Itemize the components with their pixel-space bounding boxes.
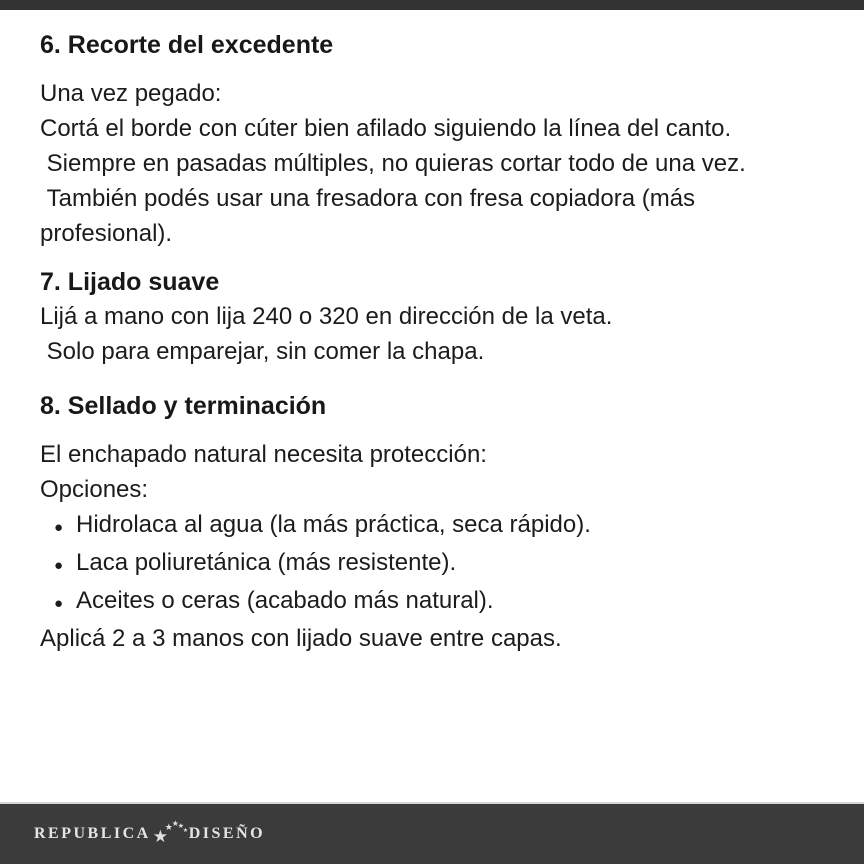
footer-bar [0, 802, 864, 864]
list-item-text: Laca poliuretánica (más resistente). [76, 549, 457, 576]
text-line: Siempre en pasadas múltiples, no quieras cortar todo de una vez. [40, 150, 746, 177]
text-line: Solo para emparejar, sin comer la chapa. [40, 338, 485, 365]
star-icon: ★ [164, 823, 173, 833]
top-accent-bar [0, 0, 864, 10]
list-item-text: Hidrolaca al agua (la más práctica, seca rápido). [76, 511, 591, 538]
section-recorte-del-excedente [40, 28, 828, 251]
star-cluster-icon [152, 817, 188, 851]
text-line: Cortá el borde con cúter bien afilado siguiendo la línea del canto. [40, 115, 732, 142]
star-icon: ★ [152, 827, 168, 847]
text-line: También podés usar una fresadora con fresa copiadora (más [40, 185, 696, 212]
brand-name-right: DISEÑO [188, 825, 266, 842]
section-heading: 6. Recorte del excedente [40, 31, 334, 59]
brand-name-left: REPUBLICA [34, 825, 151, 842]
text-line: Opciones: [40, 476, 149, 503]
text-line: Una vez pegado: [40, 80, 222, 107]
section-lijado-suave [40, 265, 828, 369]
text-line: El enchapado natural necesita protección: [40, 441, 487, 468]
slide-body [0, 10, 864, 656]
section-heading: 7. Lijado suave [40, 268, 220, 296]
text-line: profesional). [40, 220, 173, 247]
star-icon: ★ [171, 819, 179, 828]
list-item-text: Aceites o ceras (acabado más natural). [76, 587, 494, 614]
star-icon: ★ [177, 822, 185, 830]
bullet-icon: ● [54, 557, 64, 574]
list-item [40, 545, 828, 583]
bullet-icon: ● [54, 519, 64, 536]
list-item [40, 507, 828, 545]
section-heading: 8. Sellado y terminación [40, 392, 327, 420]
text-line: Lijá a mano con lija 240 o 320 en dirección de la veta. [40, 303, 613, 330]
closing-line: Aplicá 2 a 3 manos con lijado suave entre capas. [40, 625, 562, 652]
list-item [40, 583, 828, 621]
section-sellado-y-terminacion [40, 389, 828, 656]
bullet-icon: ● [54, 595, 64, 612]
star-icon: ★ [182, 827, 189, 834]
